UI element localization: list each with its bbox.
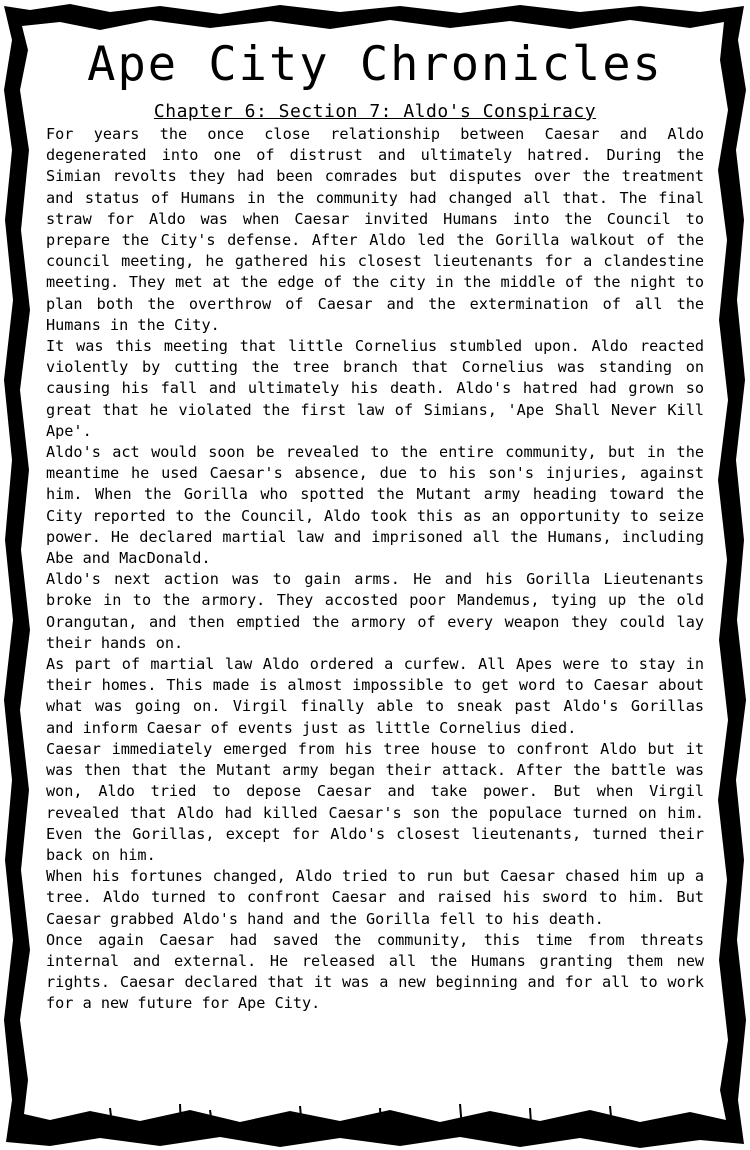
paragraph: Aldo's act would soon be revealed to the entire community, but in the meantime he used Caesar's absence, due to his son's injuries, against him. When the Gorilla who spotted the Mutant army heading toward the City reported to the Council, Aldo took this as an opportunity to seize power. He declared martial law and imprisoned all the Humans, including Abe and MacDonald. [46, 443, 704, 568]
paragraph: As part of martial law Aldo ordered a curfew. All Apes were to stay in their homes. This made is almost impossible to get word to Caesar about what was going on. Virgil finally able to sneak past Aldo's Gorillas and inform Caesar of events just as little Cornelius died. [46, 655, 704, 737]
paragraph: It was this meeting that little Cornelius stumbled upon. Aldo reacted violently by cutting the tree branch that Cornelius was standing on causing his fall and ultimately his death. Aldo's hatred had grown so great that he violated the first law of Simians, 'Ape Shall Never Kill Ape'. [46, 337, 704, 440]
document-title: Ape City Chronicles [87, 37, 663, 92]
paragraph: Aldo's next action was to gain arms. He and his Gorilla Lieutenants broke in to the armory. They accosted poor Mandemus, tying up the old Orangutan, and then emptied the armory of every weapon they could lay their hands on. [46, 570, 704, 652]
chapter-heading: Chapter 6: Section 7: Aldo's Conspiracy [153, 101, 597, 122]
paragraph: For years the once close relationship between Caesar and Aldo degenerated into one of distrust and ultimately hatred. During the Simian revolts they had been comrades but disputes over the treatment and status of Humans in the community had changed all that. The final straw for Aldo was when Caesar invited Humans into the Council to prepare the City's defense. After Aldo led the Gorilla walkout of the council meeting, he gathered his closest lieutenants for a clandestine meeting. They met at the edge of the city in the middle of the night to plan both the overthrow of Caesar and the extermination of all the Humans in the City. [46, 125, 704, 334]
document-page [46, 36, 704, 1015]
paragraph: When his fortunes changed, Aldo tried to run but Caesar chased him up a tree. Aldo turned to confront Caesar and raised his sword to him. But Caesar grabbed Aldo's hand and the Gorilla fell to his death. [46, 867, 704, 928]
paragraph: Once again Caesar had saved the community, this time from threats internal and external. He released all the Humans granting them new rights. Caesar declared that it was a new beginning and for all to work for a new future for Ape City. [46, 930, 704, 1013]
paragraph: Caesar immediately emerged from his tree house to confront Aldo but it was then that the Mutant army began their attack. After the battle was won, Aldo tried to depose Caesar and take power. But when Virgil revealed that Aldo had killed Caesar's son the populace turned on him. Even the Gorillas, except for Aldo's closest lieutenants, turned their back on him. [46, 739, 704, 864]
document-body [46, 124, 704, 1015]
